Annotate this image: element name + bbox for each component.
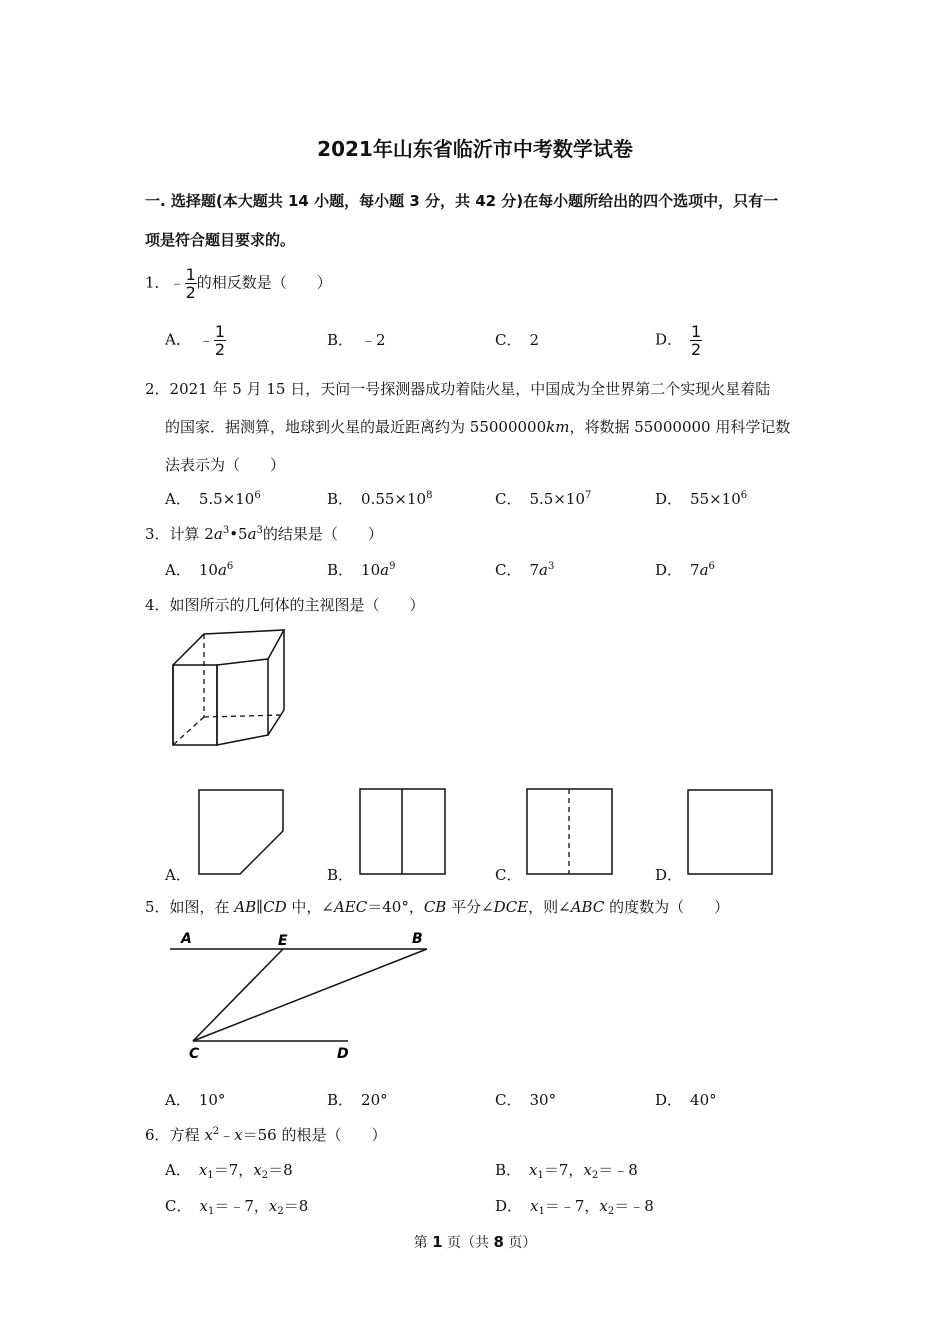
q3-option-a[interactable]: A． $10a^6$ [165, 561, 234, 579]
q1-fraction: $\frac{1}{2}$ [185, 265, 196, 302]
q4-option-c[interactable]: C． [495, 866, 522, 884]
q5-option-c[interactable]: C． 30° [495, 1091, 557, 1109]
question-5: 5．如图，在 AB∥CD 中，∠AEC＝40°，CB 平分∠DCE，则∠ABC 的度数为（ ） [145, 898, 730, 916]
q1-option-a[interactable]: A． ﹣ $\frac{1}{2}$ [165, 322, 226, 359]
question-1: 1．﹣ $\frac{1}{2}$ 的相反数是（ ） [145, 265, 332, 302]
q6-option-d[interactable]: D． $x_1=﹣7$，$x_2=﹣8$ [495, 1197, 654, 1217]
q5-option-b[interactable]: B． 20° [327, 1091, 388, 1109]
q3-option-b[interactable]: B． $10a^9$ [327, 561, 396, 579]
page-number: 1 [432, 1233, 443, 1251]
q1-option-d[interactable]: D． $\frac{1}{2}$ [655, 322, 702, 359]
q4-option-c-figure [523, 786, 618, 878]
q6-option-b[interactable]: B． $x_1=7$，$x_2=﹣8$ [495, 1161, 638, 1181]
point-d-label: D [337, 1046, 349, 1062]
q4-option-a[interactable]: A． [165, 866, 191, 884]
q4-option-a-figure [195, 786, 290, 878]
section-heading-line1: 一. 选择题(本大题共 14 小题，每小题 3 分，共 42 分)在每小题所给出的四个选项中，只有一 [145, 192, 779, 210]
page-title: 2021年山东省临沂市中考数学试卷 [317, 137, 633, 161]
page-footer: 第 1 页（共 8 页） [413, 1233, 537, 1251]
q4-option-b[interactable]: B． [327, 866, 354, 884]
q2-option-b[interactable]: B． $0.55\times 10^8$ [327, 490, 433, 508]
q4-option-d[interactable]: D． [655, 866, 683, 884]
question-6: 6．方程 $x^2﹣x=56$ 的根是（ ） [145, 1126, 387, 1144]
q5-option-d[interactable]: D． 40° [655, 1091, 717, 1109]
q6-option-c[interactable]: C． $x_1=﹣7$，$x_2=8$ [165, 1197, 309, 1217]
q6-option-a[interactable]: A． $x_1=7$，$x_2=8$ [165, 1161, 293, 1181]
q5-option-a[interactable]: A． 10° [165, 1091, 226, 1109]
q2-option-a[interactable]: A． $5.5\times 10^6$ [165, 490, 261, 508]
point-a-label: A [181, 931, 192, 947]
q1-option-b[interactable]: B． ﹣2 [327, 331, 386, 349]
q3-option-c[interactable]: C． $7a^3$ [495, 561, 555, 579]
point-e-label: E [278, 933, 288, 949]
q4-solid-figure [160, 625, 300, 755]
q4-option-d-figure [684, 786, 779, 878]
question-2-line2: 的国家．据测算，地球到火星的最近距离约为 55000000km，将数据 55000000 用科学记数 [165, 418, 791, 436]
point-c-label: C [189, 1046, 200, 1062]
question-4: 4．如图所示的几何体的主视图是（ ） [145, 596, 425, 614]
q3-option-d[interactable]: D． $7a^6$ [655, 561, 715, 579]
q2-option-d[interactable]: D． $55\times 10^6$ [655, 490, 748, 508]
q4-option-b-figure [356, 786, 451, 878]
question-3: 3．计算 $2a^3•5a^3$的结果是（ ） [145, 525, 383, 543]
q5-geometry-figure [165, 925, 445, 1065]
question-2-line1: 2．2021 年 5 月 15 日，天问一号探测器成功着陆火星，中国成为全世界第二个实现火星着陆 [145, 380, 771, 398]
page-total: 8 [493, 1233, 504, 1251]
q1-option-c[interactable]: C． 2 [495, 331, 540, 349]
point-b-label: B [412, 931, 423, 947]
section-heading-line2: 项是符合题目要求的。 [145, 231, 296, 249]
question-2-line3: 法表示为（ ） [165, 456, 286, 474]
q2-option-c[interactable]: C． $5.5\times 10^7$ [495, 490, 592, 508]
